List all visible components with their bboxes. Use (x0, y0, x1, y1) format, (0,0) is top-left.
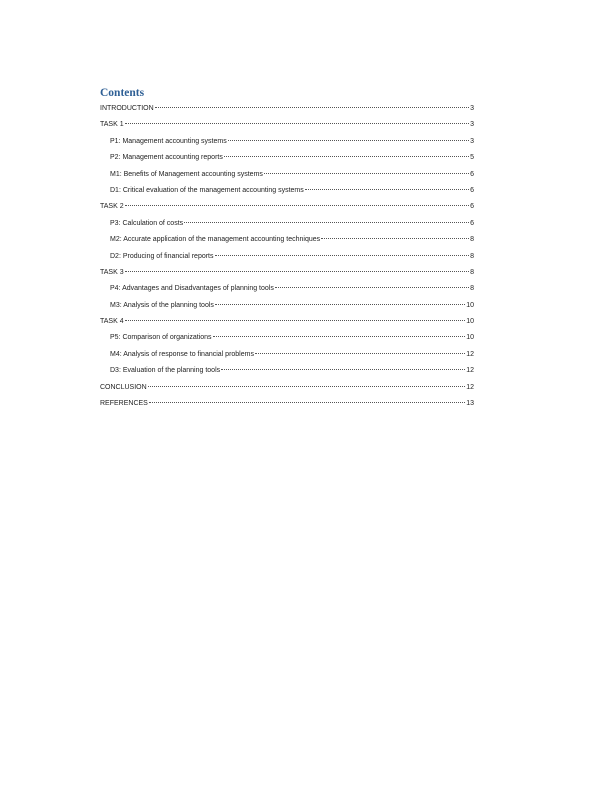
toc-entry-page-number: 13 (466, 400, 474, 408)
dot-leader (275, 287, 469, 288)
toc-entry-page-number: 6 (470, 186, 474, 194)
toc-entry-page-number: 10 (466, 334, 474, 342)
dot-leader (321, 238, 469, 239)
toc-entry[interactable] (100, 103, 474, 119)
toc-entry-label: P3: Calculation of costs (110, 219, 184, 227)
toc-entry[interactable] (100, 201, 474, 217)
toc-entry[interactable] (100, 332, 474, 348)
toc-entry-page-number: 3 (470, 121, 474, 129)
toc-entry-label: M4: Analysis of response to financial problems (110, 350, 254, 358)
dot-leader (228, 140, 469, 141)
toc-entry-label: P4: Advantages and Disadvantages of planning tools (110, 285, 274, 293)
toc-entry-label: P1: Management accounting systems (110, 137, 227, 145)
toc-entry-page-number: 6 (470, 203, 474, 211)
toc-entry-label: CONCLUSION (100, 383, 147, 391)
toc-entry-page-number: 8 (470, 252, 474, 260)
dot-leader (125, 271, 469, 272)
toc-entry[interactable] (100, 365, 474, 381)
toc-entry[interactable] (100, 136, 474, 152)
dot-leader (125, 123, 469, 124)
toc-entry-page-number: 5 (470, 154, 474, 162)
toc-heading: Contents (100, 87, 145, 99)
table-of-contents (100, 86, 474, 414)
toc-entry-page-number: 6 (470, 219, 474, 227)
toc-entry[interactable] (100, 218, 474, 234)
toc-entry-page-number: 8 (470, 268, 474, 276)
toc-entry[interactable] (100, 169, 474, 185)
toc-entry-page-number: 6 (470, 170, 474, 178)
toc-entry-label: D1: Critical evaluation of the management accounting systems (110, 186, 304, 194)
toc-entry-label: P5: Comparison of organizations (110, 334, 212, 342)
dot-leader (184, 222, 469, 223)
toc-entry-label: D2: Producing of financial reports (110, 252, 214, 260)
toc-entry-label: INTRODUCTION (100, 105, 154, 112)
toc-entry[interactable] (100, 283, 474, 299)
toc-entry-page-number: 12 (466, 383, 474, 391)
toc-list (100, 103, 474, 414)
toc-entry[interactable] (100, 382, 474, 398)
dot-leader (148, 386, 466, 387)
toc-entry[interactable] (100, 300, 474, 316)
toc-entry-page-number: 8 (470, 285, 474, 293)
toc-entry-label: D3: Evaluation of the planning tools (110, 367, 221, 375)
toc-entry-page-number: 12 (466, 367, 474, 375)
dot-leader (149, 402, 465, 403)
toc-entry-page-number: 10 (466, 301, 474, 309)
dot-leader (264, 173, 469, 174)
toc-entry[interactable] (100, 398, 474, 414)
dot-leader (125, 205, 469, 206)
toc-entry-page-number: 3 (470, 137, 474, 145)
dot-leader (125, 320, 466, 321)
toc-entry-label: P2: Management accounting reports (110, 154, 223, 162)
toc-entry[interactable] (100, 185, 474, 201)
dot-leader (215, 255, 470, 256)
dot-leader (215, 304, 465, 305)
toc-entry[interactable] (100, 234, 474, 250)
toc-entry[interactable] (100, 349, 474, 365)
dot-leader (213, 336, 466, 337)
dot-leader (224, 156, 469, 157)
toc-entry-page-number: 12 (466, 350, 474, 358)
toc-entry[interactable] (100, 316, 474, 332)
toc-entry[interactable] (100, 267, 474, 283)
toc-entry-page-number: 10 (466, 318, 474, 326)
toc-entry[interactable] (100, 152, 474, 168)
dot-leader (305, 189, 469, 190)
toc-entry-page-number: 8 (470, 236, 474, 244)
toc-entry-page-number: 3 (470, 105, 474, 112)
toc-entry-label: M2: Accurate application of the management accounting techniques (110, 236, 321, 244)
toc-entry-label: TASK 3 (100, 268, 124, 276)
toc-entry-label: REFERENCES (100, 400, 148, 408)
toc-entry-label: M1: Benefits of Management accounting systems (110, 170, 263, 178)
toc-entry-label: TASK 4 (100, 318, 124, 326)
toc-entry-label: M3: Analysis of the planning tools (110, 301, 214, 309)
dot-leader (155, 107, 469, 108)
dot-leader (255, 353, 465, 354)
toc-entry-label: TASK 2 (100, 203, 124, 211)
toc-entry[interactable] (100, 119, 474, 135)
toc-entry-label: TASK 1 (100, 121, 124, 129)
toc-entry[interactable] (100, 251, 474, 267)
dot-leader (221, 369, 465, 370)
